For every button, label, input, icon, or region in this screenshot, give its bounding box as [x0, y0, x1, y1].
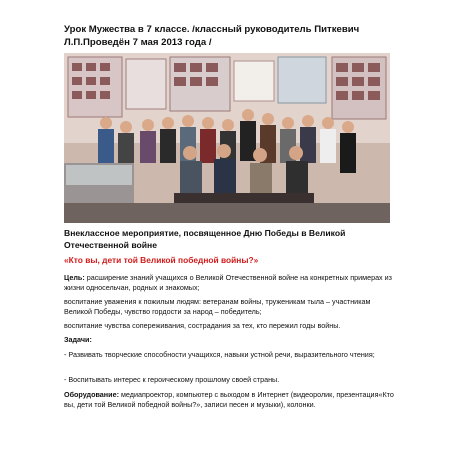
- group-photo: [64, 53, 390, 223]
- event-title: Внеклассное мероприятие, посвященное Дню Победы в Великой Отечественной войне: [64, 228, 346, 250]
- task-item: - Воспитывать интерес к героическому прошлому своей страны.: [64, 375, 280, 384]
- equipment-label: Оборудование:: [64, 390, 119, 399]
- task-item: - Развивать творческие способности учащихся, навыки устной речи, выразительного чтения;: [64, 350, 375, 359]
- goal-label: Цель:: [64, 273, 85, 282]
- point-empathy: воспитание чувства сопереживания, сострадания за тех, кто пережил годы войны.: [64, 321, 341, 330]
- equipment-paragraph: [64, 390, 394, 409]
- point-respect: воспитание уважения к пожилым людям: ветеранам войны, труженикам тыла – участникам Великой Победы, чувство гордости за народ – победитель;: [64, 297, 371, 316]
- document-header: [64, 23, 394, 49]
- header-line-1: Урок Мужества в 7 классе. /классный руководитель Питкевич: [64, 24, 360, 35]
- event-question: «Кто вы, дети той Великой победной войны?»: [64, 255, 259, 265]
- tasks-label: Задачи:: [64, 335, 92, 344]
- goal-paragraph: [64, 273, 394, 292]
- header-line-2: Л.П.Проведён 7 мая 2013 года /: [64, 37, 212, 48]
- goal-text: расширение знаний учащихся о Великой Отечественной войне на конкретных примерах из жизни односельчан, родных и знакомых;: [64, 273, 392, 292]
- equipment-text: медиапроектор, компьютер с выходом в Интернет (видеоролик, презентация«Кто вы, дети той Великой победной войны?», записи песен и музыки), колонки.: [64, 390, 394, 409]
